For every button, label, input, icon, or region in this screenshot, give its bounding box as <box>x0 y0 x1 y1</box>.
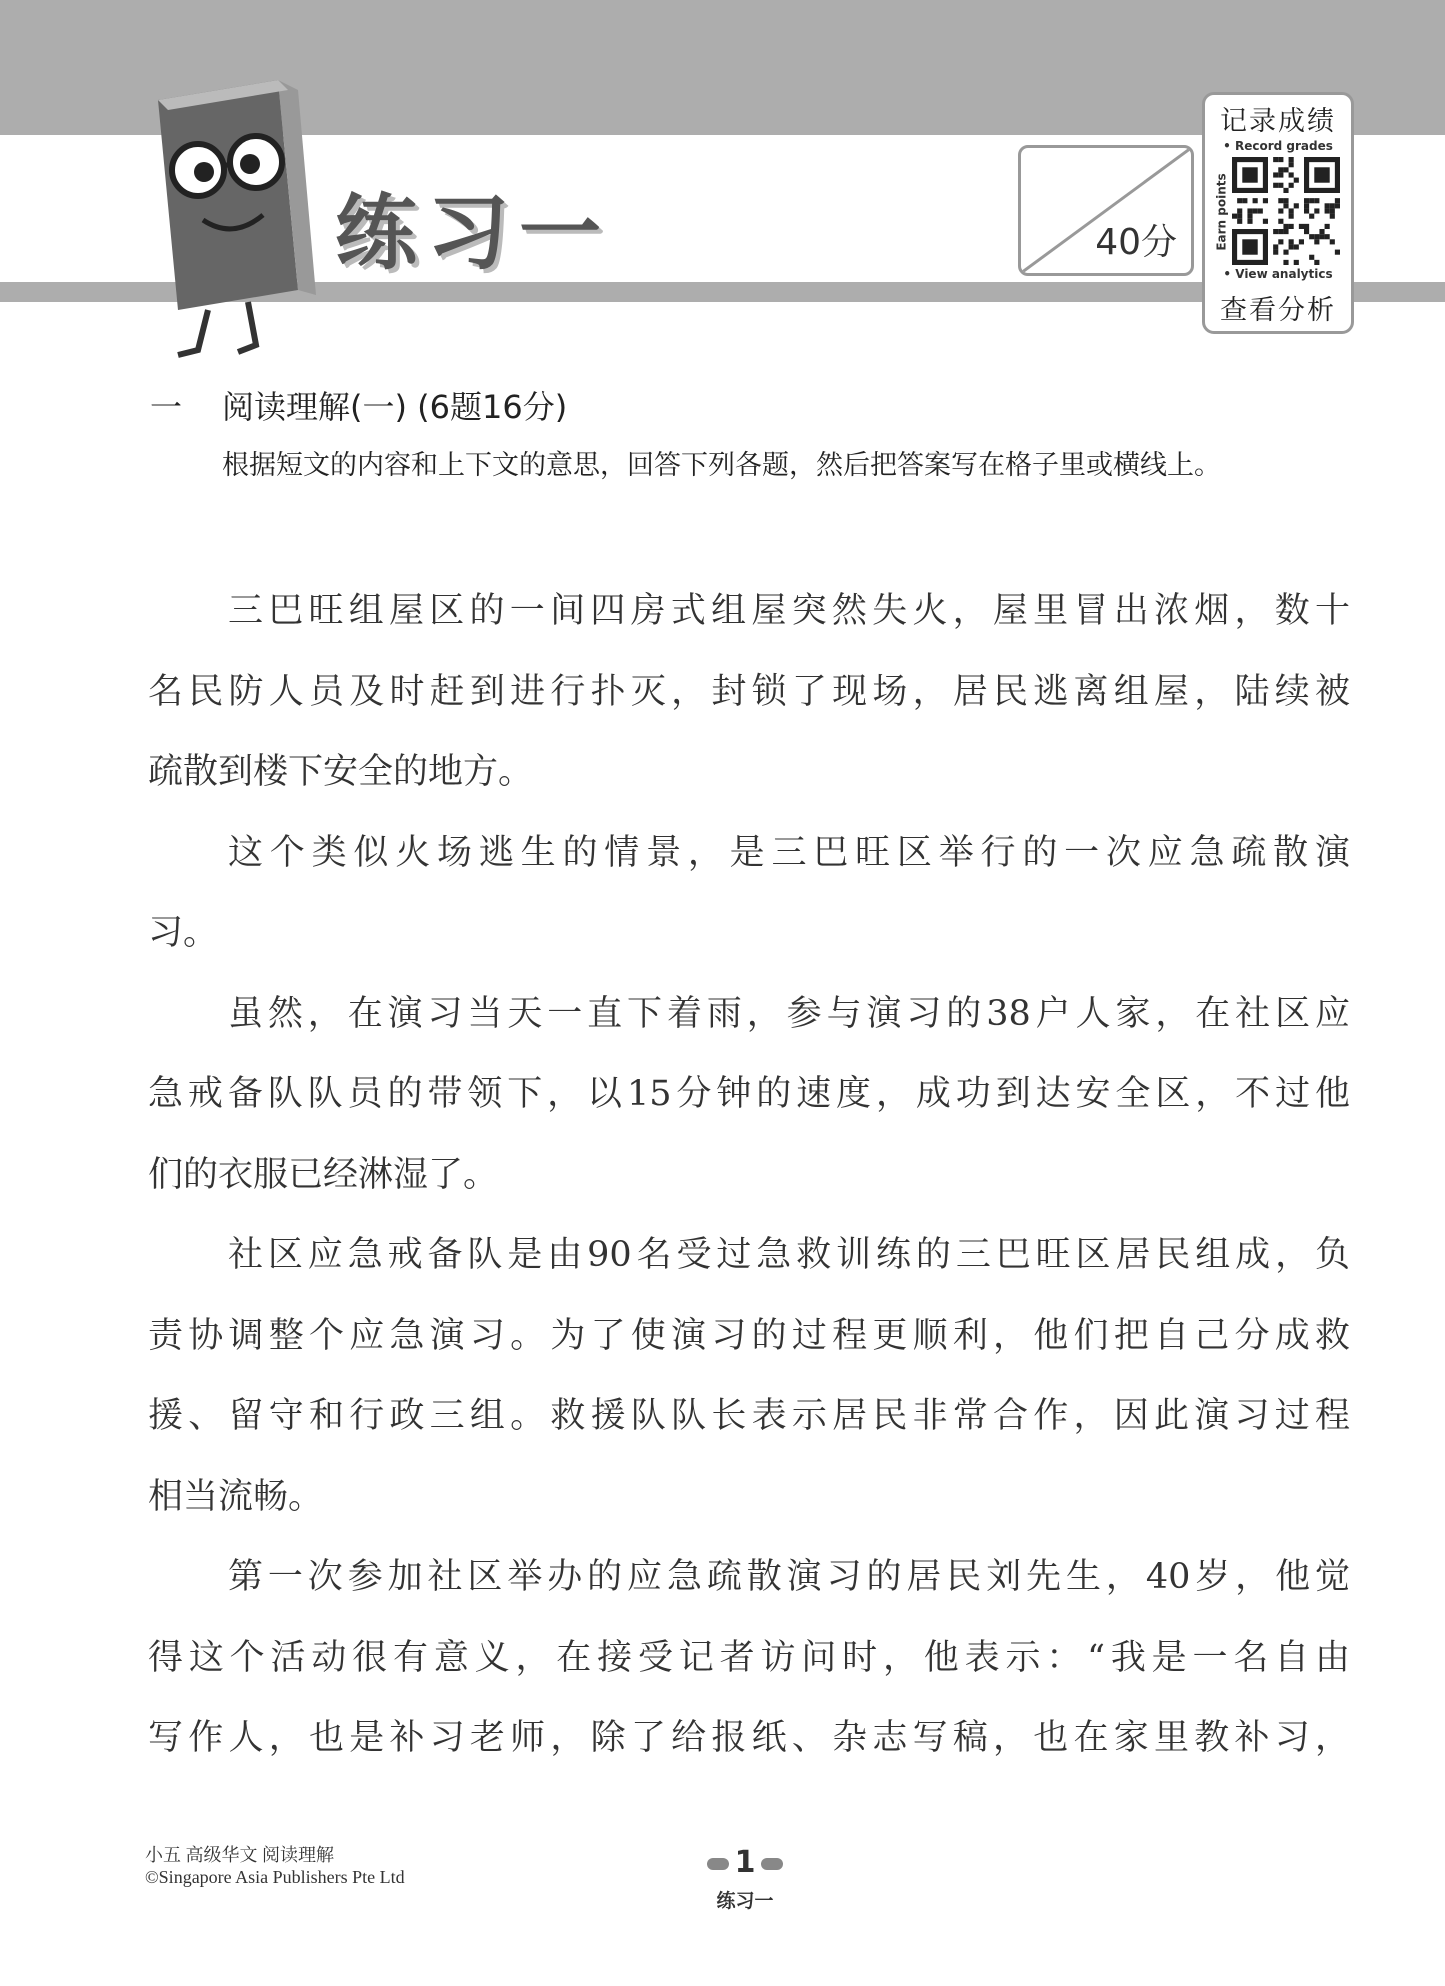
passage-line: 援、留守和行政三组。救援队队长表示居民非常合作，因此演习过程 <box>148 1396 1350 1436</box>
passage-line: 得这个活动很有意义，在接受记者访问时，他表示：“我是一名自由 <box>148 1637 1350 1678</box>
book-mascot-icon <box>138 60 328 360</box>
book-title: 小五 高级华文 阅读理解 <box>145 1845 334 1865</box>
passage-line: 们的衣服已经淋湿了。 <box>148 1154 499 1195</box>
qr-card[interactable] <box>1202 92 1354 334</box>
total-score: 40分 <box>1095 222 1177 263</box>
section-instruction: 根据短文的内容和上下文的意思，回答下列各题，然后把答案写在格子里或横线上。 <box>222 450 1221 481</box>
passage-line: 这个类似火场逃生的情景，是三巴旺区举行的一次应急疏散演 <box>228 832 1350 873</box>
pointing-hand-icon <box>707 1858 729 1870</box>
passage-line: 第一次参加社区举办的应急疏散演习的居民刘先生，40岁，他觉 <box>228 1557 1350 1597</box>
qr-top-label: 记录成绩 <box>1220 106 1336 137</box>
passage-line: 相当流畅。 <box>148 1476 324 1517</box>
passage-line: 疏散到楼下安全的地方。 <box>148 752 534 792</box>
footer-left <box>145 1844 405 1888</box>
passage-line: 虽然，在演习当天一直下着雨，参与演习的38户人家，在社区应 <box>228 993 1350 1034</box>
copyright: ©Singapore Asia Publishers Pte Ltd <box>145 1867 405 1887</box>
qr-record-label: • Record grades <box>1223 139 1333 153</box>
section-title: 阅读理解(一) (6题16分) <box>222 388 568 426</box>
passage-line: 责协调整个应急演习。为了使演习的过程更顺利，他们把自己分成救 <box>148 1315 1350 1356</box>
passage-line: 急戒备队队员的带领下，以15分钟的速度，成功到达安全区，不过他 <box>148 1074 1350 1114</box>
qr-side-label: Earn points <box>1214 173 1229 251</box>
pointing-hand-icon <box>761 1858 783 1870</box>
page-title: 练习一 <box>335 186 612 281</box>
page-number: 1 <box>734 1845 756 1880</box>
page-label: 练习一 <box>716 1890 774 1912</box>
qr-code-icon[interactable] <box>1232 157 1340 265</box>
qr-view-label: • View analytics <box>1223 267 1333 281</box>
passage-line: 名民防人员及时赶到进行扑灭，封锁了现场，居民逃离组屋，陆续被 <box>148 671 1350 712</box>
section-number: 一 <box>150 388 183 426</box>
score-box <box>1018 145 1194 276</box>
qr-bottom-label: 查看分析 <box>1220 295 1336 326</box>
page-number-box <box>690 1845 800 1880</box>
passage-line: 习。 <box>148 913 219 953</box>
reading-passage <box>148 585 1350 1793</box>
passage-line: 写作人，也是补习老师，除了给报纸、杂志写稿，也在家里教补习， <box>148 1718 1350 1758</box>
passage-line: 社区应急戒备队是由90名受过急救训练的三巴旺区居民组成，负 <box>228 1235 1350 1275</box>
passage-line: 三巴旺组屋区的一间四房式组屋突然失火，屋里冒出浓烟，数十 <box>228 591 1350 631</box>
